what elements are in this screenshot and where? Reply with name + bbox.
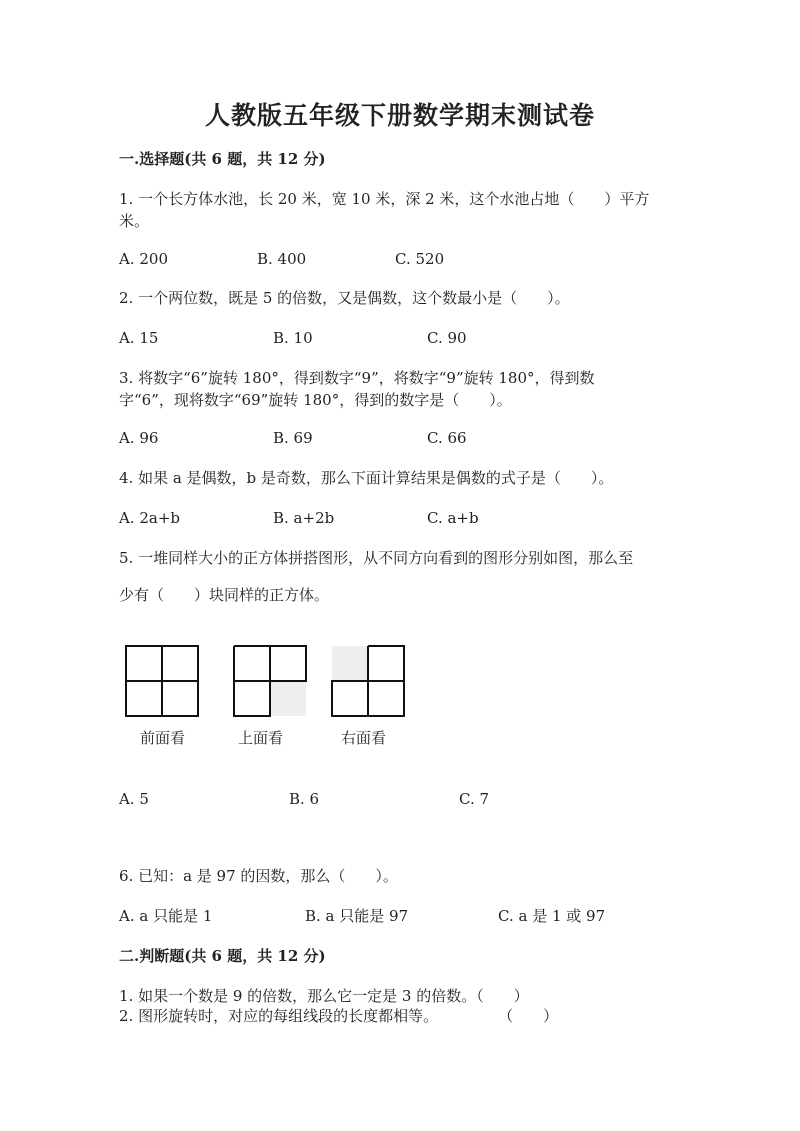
front-view-drawing xyxy=(126,646,198,716)
question-6-option-b: B. a 只能是 97 xyxy=(305,907,409,925)
page-title: 人教版五年级下册数学期末测试卷 xyxy=(204,101,595,130)
question-1-line-1: 1. 一个长方体水池，长 20 米，宽 10 米，深 2 米，这个水池占地（ ）平方 xyxy=(119,190,650,208)
question-3-line-1: 3. 将数字“6”旋转 180°，得到数字“9”，将数字“9”旋转 180°，得到数 xyxy=(119,369,595,387)
section-heading-true-false: 二.判断题(共 6 题，共 12 分) xyxy=(119,947,326,965)
question-2-text: 2. 一个两位数，既是 5 的倍数，又是偶数，这个数最小是（ ）。 xyxy=(119,289,570,307)
question-6-text: 6. 已知：a 是 97 的因数，那么（ ）。 xyxy=(119,867,398,885)
question-5-line-1: 5. 一堆同样大小的正方体拼搭图形，从不同方向看到的图形分别如图，那么至 xyxy=(119,549,634,567)
question-1-option-b: B. 400 xyxy=(257,250,307,268)
question-3-option-c: C. 66 xyxy=(427,429,467,447)
question-4-text: 4. 如果 a 是偶数，b 是奇数，那么下面计算结果是偶数的式子是（ ）。 xyxy=(119,469,614,487)
question-1-option-c: C. 520 xyxy=(395,250,445,268)
true-false-question-2: 2. 图形旋转时，对应的每组线段的长度都相等。 （ ） xyxy=(119,1007,559,1025)
true-false-question-1: 1. 如果一个数是 9 的倍数，那么它一定是 3 的倍数。（ ） xyxy=(119,987,529,1005)
section-heading-multiple-choice: 一.选择题(共 6 题，共 12 分) xyxy=(119,150,326,168)
question-4-option-c: C. a+b xyxy=(427,509,479,527)
question-2-option-c: C. 90 xyxy=(427,329,467,347)
top-view-drawing xyxy=(234,646,306,716)
question-1-option-a: A. 200 xyxy=(119,250,168,268)
question-6-option-a: A. a 只能是 1 xyxy=(119,907,213,925)
question-5-option-b: B. 6 xyxy=(289,790,320,808)
question-5-option-c: C. 7 xyxy=(459,790,490,808)
right-view-drawing xyxy=(332,646,404,716)
question-2-option-a: A. 15 xyxy=(119,329,159,347)
question-6-option-c: C. a 是 1 或 97 xyxy=(498,907,606,925)
top-view-label: 上面看 xyxy=(238,729,284,747)
right-view-label: 右面看 xyxy=(341,729,387,747)
question-3-option-b: B. 69 xyxy=(273,429,313,447)
question-3-option-a: A. 96 xyxy=(119,429,159,447)
question-2-option-b: B. 10 xyxy=(273,329,313,347)
question-5-line-2: 少有（ ）块同样的正方体。 xyxy=(119,586,330,604)
question-1-line-2: 米。 xyxy=(119,212,150,230)
question-3-line-2: 字“6”，现将数字“69”旋转 180°，得到的数字是（ ）。 xyxy=(119,391,512,409)
question-4-option-a: A. 2a+b xyxy=(119,509,181,527)
question-5-option-a: A. 5 xyxy=(119,790,149,808)
question-4-option-b: B. a+2b xyxy=(273,509,335,527)
front-view-label: 前面看 xyxy=(140,729,186,747)
three-views-figure xyxy=(122,642,412,722)
